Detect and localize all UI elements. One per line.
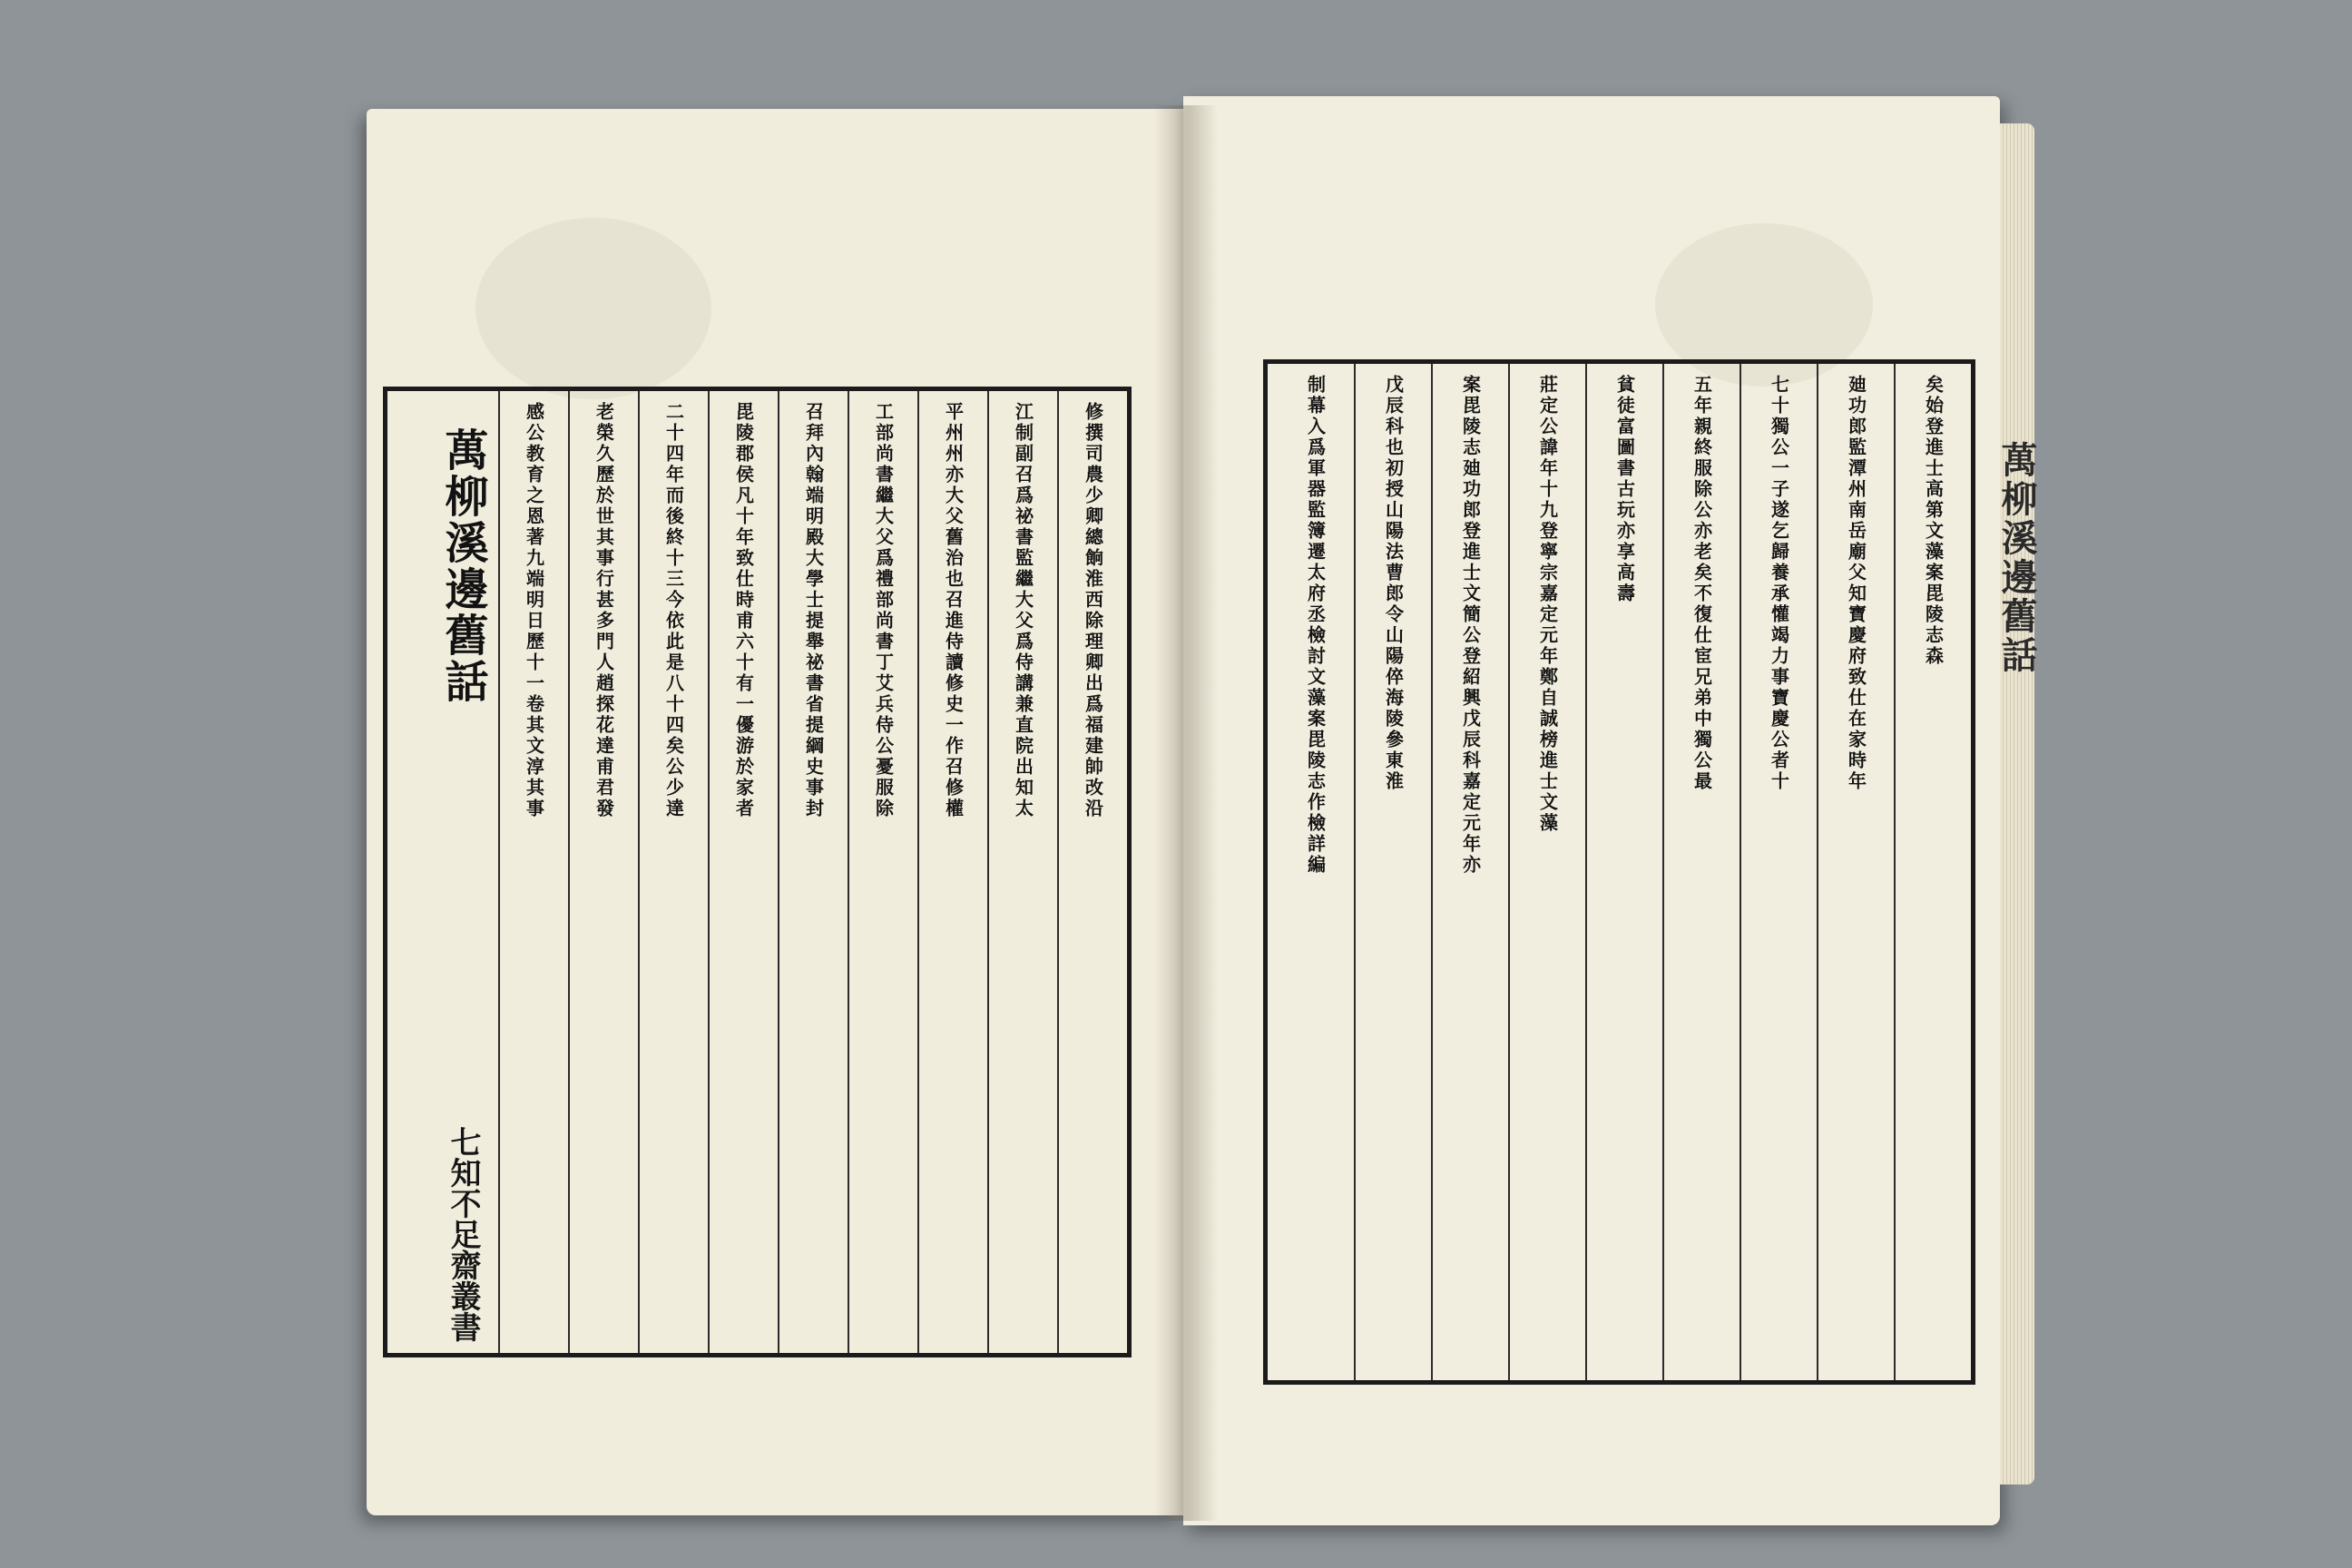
column-text: 矣始登進士高第文藻案毘陵志森 xyxy=(1922,375,1945,667)
edge-title: 萬柳溪邊舊話 xyxy=(1995,441,2038,675)
text-column xyxy=(1057,391,1127,1353)
column-text: 老榮久歷於世其事行甚多門人趙探花達甫君發 xyxy=(593,402,615,819)
column-text: 莊定公諱年十九登寧宗嘉定元年鄭自誠榜進士文藻 xyxy=(1536,375,1559,834)
text-column xyxy=(1354,364,1431,1380)
column-text: 廸功郎監潭州南岳廟父知寶慶府致仕在家時年 xyxy=(1845,375,1867,792)
text-column xyxy=(1740,364,1817,1380)
page-margin-column xyxy=(427,391,498,1353)
column-text: 二十四年而後終十三今依此是八十四矣公少達 xyxy=(662,402,685,819)
column-text: 毘陵郡侯凡十年致仕時甫六十有一優游於家者 xyxy=(732,402,755,819)
page-edge-stack xyxy=(1995,123,2038,1485)
text-column xyxy=(848,391,917,1353)
column-text: 戊辰科也初授山陽法曹郎令山陽倅海陵參東淮 xyxy=(1382,375,1405,792)
text-column xyxy=(1817,364,1894,1380)
column-text: 五年親終服除公亦老矣不復仕宦兄弟中獨公最 xyxy=(1690,375,1713,792)
left-text-frame xyxy=(383,387,1132,1357)
column-text: 平州州亦大父舊治也召進侍讀修史一作召修權 xyxy=(942,402,965,819)
open-book xyxy=(356,87,2039,1548)
text-column xyxy=(1508,364,1585,1380)
column-text: 感公教育之恩著九端明日歷十一卷其文淳其事 xyxy=(523,402,545,819)
book-gutter xyxy=(1154,105,1218,1521)
column-text: 貧徒富圖書古玩亦享高壽 xyxy=(1613,375,1636,604)
text-column xyxy=(778,391,848,1353)
text-column xyxy=(1277,364,1354,1380)
column-text: 制幕入爲軍器監簿遷太府丞檢討文藻案毘陵志作檢詳編 xyxy=(1304,375,1327,876)
paper-stain xyxy=(475,218,711,399)
column-text: 案毘陵志廸功郎登進士文簡公登紹興戊辰科嘉定元年亦 xyxy=(1459,375,1482,876)
margin-title: 萬柳溪邊舊話 xyxy=(437,427,488,705)
text-column xyxy=(1894,364,1971,1380)
column-text: 召拜內翰端明殿大學士提舉祕書省提綱史事封 xyxy=(802,402,825,819)
text-column xyxy=(708,391,778,1353)
text-column xyxy=(987,391,1057,1353)
text-column xyxy=(1662,364,1740,1380)
text-column xyxy=(568,391,638,1353)
text-column xyxy=(917,391,987,1353)
edge-title-wrap xyxy=(1995,441,2038,675)
column-text: 七十獨公一子遂乞歸養承懽竭力事寶慶公者十 xyxy=(1768,375,1790,792)
right-text-frame xyxy=(1263,359,1975,1385)
column-text: 江制副召爲祕書監繼大父爲侍講兼直院出知太 xyxy=(1012,402,1034,819)
text-column xyxy=(498,391,568,1353)
margin-footer: 七知不足齋叢書 xyxy=(445,1126,481,1342)
column-text: 修撰司農少卿總餉淮西除理卿出爲福建帥改沿 xyxy=(1082,402,1104,819)
text-column xyxy=(1431,364,1508,1380)
text-column xyxy=(1585,364,1662,1380)
text-column xyxy=(638,391,708,1353)
column-text: 工部尚書繼大父爲禮部尚書丁艾兵侍公憂服除 xyxy=(872,402,895,819)
